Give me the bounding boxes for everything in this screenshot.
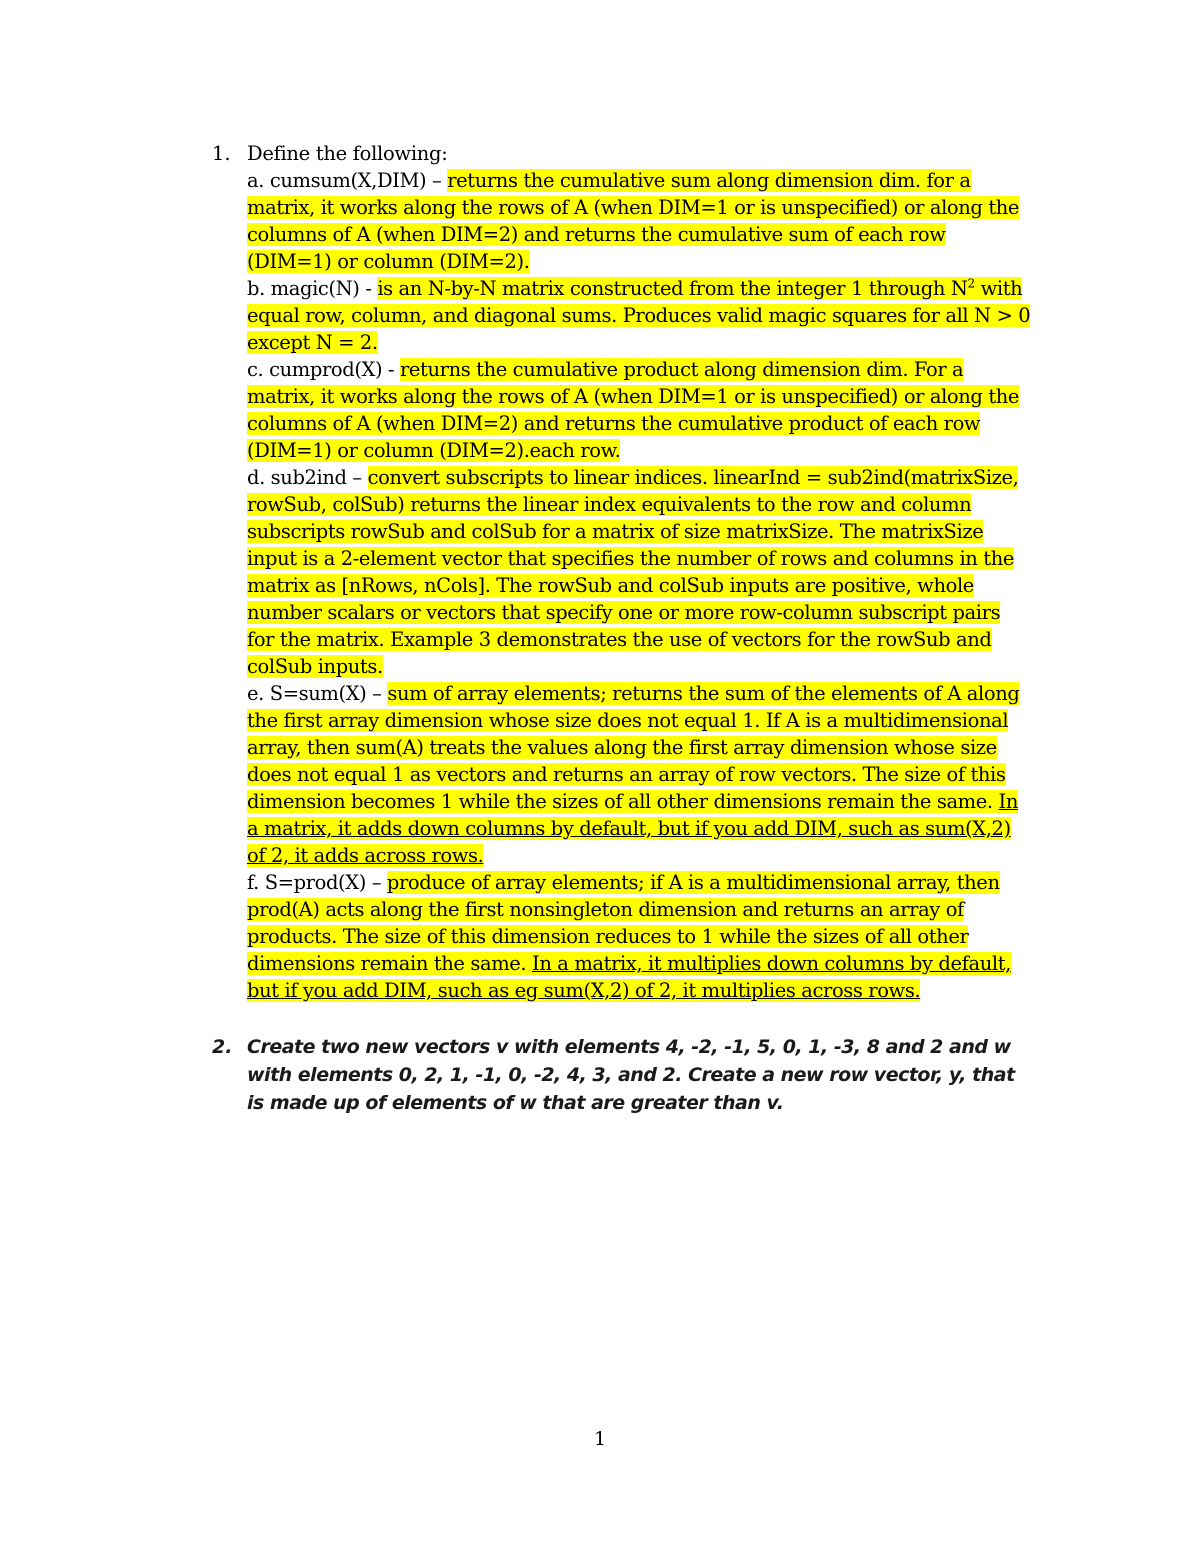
question-2-number: 2. [212,1036,233,1058]
highlight-cumprod: returns the cumulative product along dimension dim. For a matrix, it works along the rows of A (when DIM=1 or is unspecified) or along the columns of A (when DIM=2) and returns the cumulative product of each row (DIM=1) or column (DIM=2).each row. [247,358,1020,462]
question-2 [212,1033,1032,1117]
definition-magic [247,275,1032,356]
definition-prod [247,869,1032,1004]
sum-underlined-note: In a matrix, it adds down columns by default, but if you add DIM, such as sum(X,2) of 2, it adds across rows. [247,790,1018,867]
term-sub2ind: d. sub2ind – [247,466,368,489]
question-1 [212,140,1032,1004]
term-cumsum: a. cumsum(X,DIM) – [247,169,448,192]
magic-superscript: 2 [967,276,975,291]
question-1-number: 1. [212,142,231,165]
magic-text-after: with equal row, column, and diagonal sums. Produces valid magic squares for all N > 0 except N = 2. [247,277,1031,354]
definition-cumsum [247,167,1032,275]
page-number: 1 [593,1428,607,1450]
definition-cumprod [247,356,1032,464]
term-sum: e. S=sum(X) – [247,682,388,705]
question-2-text: Create two new vectors v with elements 4, -2, -1, 5, 0, 1, -3, 8 and 2 and w with elements 0, 2, 1, -1, 0, -2, 4, 3, and 2. Create a new row vector, y, that is made up of elements of w that are greater than v. [247,1036,1015,1114]
definition-sub2ind [247,464,1032,680]
highlight-cumsum: returns the cumulative sum along dimension dim. for a matrix, it works along the rows of A (when DIM=1 or is unspecified) or along the columns of A (when DIM=2) and returns the cumulative sum of each row (DIM=1) or column (DIM=2). [247,169,1020,273]
term-cumprod: c. cumprod(X) - [247,358,400,381]
term-prod: f. S=prod(X) – [247,871,387,894]
magic-text-before: is an N-by-N matrix constructed from the integer 1 through N [377,277,968,300]
sum-text: sum of array elements; returns the sum of the elements of A along the first array dimension whose size does not equal 1. If A is a multidimensional array, then sum(A) treats the values along the first array dimension whose size does not equal 1 as vectors and returns an array of row vectors. The size of this dimension becomes 1 while the sizes of all other dimensions remain the same. [247,682,1020,813]
highlight-sub2ind: convert subscripts to linear indices. linearInd = sub2ind(matrixSize, rowSub, colSub) returns the linear index equivalents to the row and column subscripts rowSub and colSub for a matrix of size matrixSize. The matrixSize input is a 2-element vector that specifies the number of rows and columns in the matrix as [nRows, nCols]. The rowSub and colSub inputs are positive, whole number scalars or vectors that specify one or more row-column subscript pairs for the matrix. Example 3 demonstrates the use of vectors for the rowSub and colSub inputs. [247,466,1019,678]
prod-text: produce of array elements; if A is a multidimensional array, then prod(A) acts along the first nonsingleton dimension and returns an array of products. The size of this dimension reduces to 1 while the sizes of all other dimensions remain the same. [247,871,1000,975]
term-magic: b. magic(N) - [247,277,378,300]
definition-sum [247,680,1032,869]
prod-underlined-note: In a matrix, it multiplies down columns by default, but if you add DIM, such as eg sum(X,2) of 2, it multiplies across rows. [247,952,1011,1002]
question-1-title: Define the following: [247,142,448,165]
question-1-body [247,140,1032,1004]
highlight-sum [247,682,1019,867]
